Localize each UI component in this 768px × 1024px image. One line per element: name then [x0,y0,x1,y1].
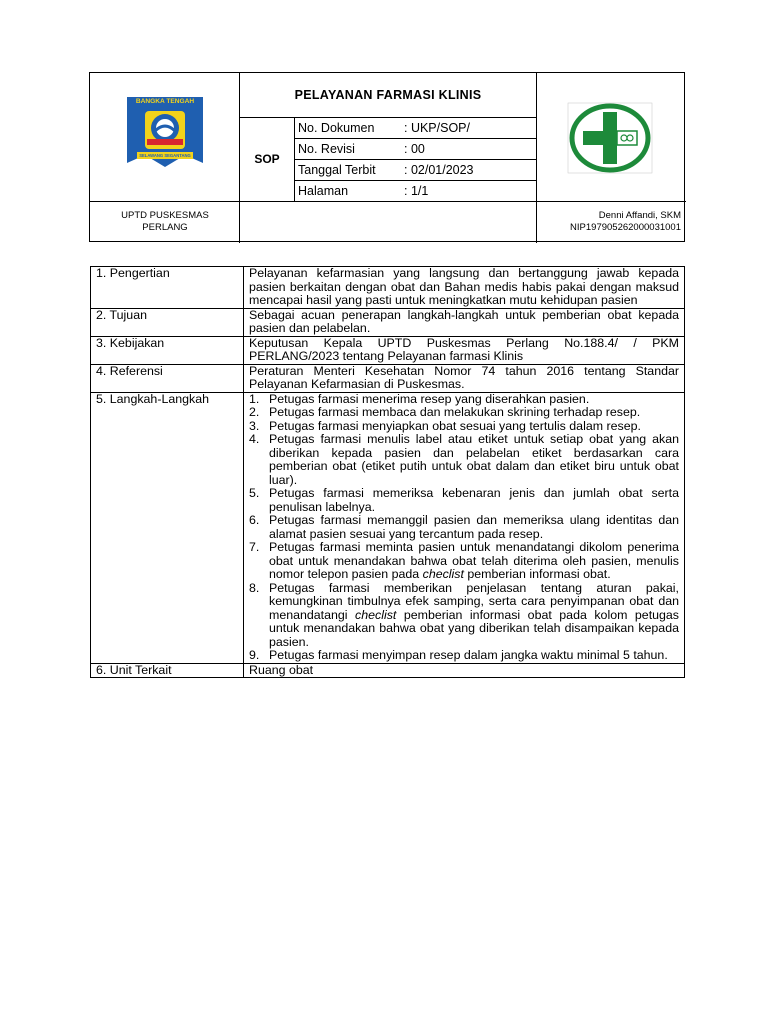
table-row [91,364,685,392]
list-item [249,487,679,514]
signer-name: Denni Affandi, SKM [598,210,681,221]
revision-row [295,138,536,159]
step-text-part: Petugas farmasi meminta pasien untuk menandatangi dikolom penerima obat untuk menandakan bahwa obat telah diterima oleh pasien, menulis nomor telepon pasien pada [269,540,679,581]
section-label: 1. Pengertian [91,267,244,309]
sop-header-table [89,72,685,242]
section-text: Peraturan Menteri Kesehatan Nomor 74 tahun 2016 tentang Standar Pelayanan Kefarmasian di Puskesmas. [244,364,685,392]
page-key: Halaman [298,183,349,198]
step-number: 7. [249,540,260,554]
list-item [249,433,679,487]
step-number: 8. [249,580,260,595]
section-label: 4. Referensi [91,364,244,392]
list-item [249,582,679,650]
issue-date-value: : 02/01/2023 [404,162,474,177]
step-text-part: pemberian informasi obat. [463,567,611,581]
document-title: PELAYANAN FARMASI KLINIS [294,88,482,102]
section-label: 6. Unit Terkait [91,663,244,678]
section-text: Sebagai acuan penerapan langkah-langkah untuk pemberian obat kepada pasien dan pelabelan. [244,308,685,336]
list-item [249,541,679,582]
sop-content-table [90,266,685,678]
page-row [295,180,536,201]
section-text: Keputusan Kepala UPTD Puskesmas Perlang No.188.4/ / PKM PERLANG/2023 tentang Pelayanan farmasi Klinis [244,336,685,364]
step-text: Petugas farmasi menyimpan resep dalam jangka waktu minimal 5 tahun. [269,648,668,662]
emblem-icon [125,95,205,175]
step-text-italic: checlist [422,567,464,581]
step-number: 3. [249,418,260,433]
doc-number-key: No. Dokumen [298,120,375,135]
list-item [249,649,679,663]
step-text: Petugas farmasi menerima resep yang diserahkan pasien. [269,391,590,406]
section-label: 2. Tujuan [91,308,244,336]
logo-title-text: BANGKA TENGAH [135,98,195,105]
signer-nip: NIP197905262000031001 [570,222,681,233]
issue-date-key: Tanggal Terbit [298,162,376,177]
step-number: 5. [249,486,260,500]
sop-label: SOP [254,152,280,166]
revision-value: : 00 [404,141,425,156]
step-text-italic: checlist [355,607,397,622]
table-row [91,392,685,663]
revision-key: No. Revisi [298,141,355,156]
doc-number-row [295,117,536,138]
step-text: Petugas farmasi memeriksa kebenaran jenis dan jumlah obat serta penulisan labelnya. [269,486,679,514]
table-row [91,663,685,678]
step-text: Petugas farmasi menyiapkan obat sesuai yang tertulis dalam resep. [269,418,641,433]
table-row [91,267,685,309]
page-value: : 1/1 [404,183,429,198]
step-text: Petugas farmasi memanggil pasien dan memeriksa ulang identitas dan alamat pasien sesuai yang tercantum pada resep. [269,513,679,541]
organization-line-2: PERLANG [142,222,188,233]
step-number: 1. [249,391,260,406]
step-text: Petugas farmasi menulis label atau etiket untuk setiap obat yang akan diberikan kepada pasien dan pelabelan etiket berdasarkan cara pemberian obat (etiket putih untuk obat dalam dan etiket biru untuk obat luar). [269,432,679,487]
section-text: Ruang obat [244,663,685,678]
steps-cell [244,392,685,663]
steps-list [249,393,679,663]
green-cross-icon [567,102,653,174]
step-number: 9. [249,648,260,662]
issue-date-row [295,159,536,180]
list-item [249,420,679,434]
section-label: 5. Langkah-Langkah [91,392,244,663]
signatory [536,201,686,243]
step-text [269,582,679,650]
step-number: 6. [249,513,260,527]
organization-line-1: UPTD PUSKESMAS [121,210,209,221]
step-text-part: pemberian informasi obat pada kolom petugas untuk menandakan bahwa obat yang diberikan telah disampaikan kepada pasien. [269,607,680,649]
section-label: 3. Kebijakan [91,336,244,364]
step-number: 4. [249,432,260,446]
logo-motto-text: SELAWANG SEGANTANG [139,153,191,158]
bangka-tengah-logo [125,95,205,175]
step-text-part: Petugas farmasi memberikan penjelasan tentang aturan pakai, kemungkinan timbulnya efek samping, serta cara penyimpanan obat dan menandatangi [269,580,679,622]
step-number: 2. [249,405,260,419]
step-text [269,541,679,582]
section-text: Pelayanan kefarmasian yang langsung dan bertanggung jawab kepada pasien berkaitan dengan obat dan Bahan medis habis pakai dengan maksud mencapai hasil yang pasti untuk meningkatkan mutu kehidupan pasien [244,267,685,309]
divider [536,73,537,201]
table-row [91,308,685,336]
organization-name [90,201,240,243]
doc-number-value: : UKP/SOP/ [404,120,470,135]
list-item [249,406,679,420]
puskesmas-logo [567,102,653,174]
step-text: Petugas farmasi membaca dan melakukan skrining terhadap resep. [269,405,641,419]
list-item [249,393,679,407]
list-item [249,514,679,541]
table-row [91,336,685,364]
